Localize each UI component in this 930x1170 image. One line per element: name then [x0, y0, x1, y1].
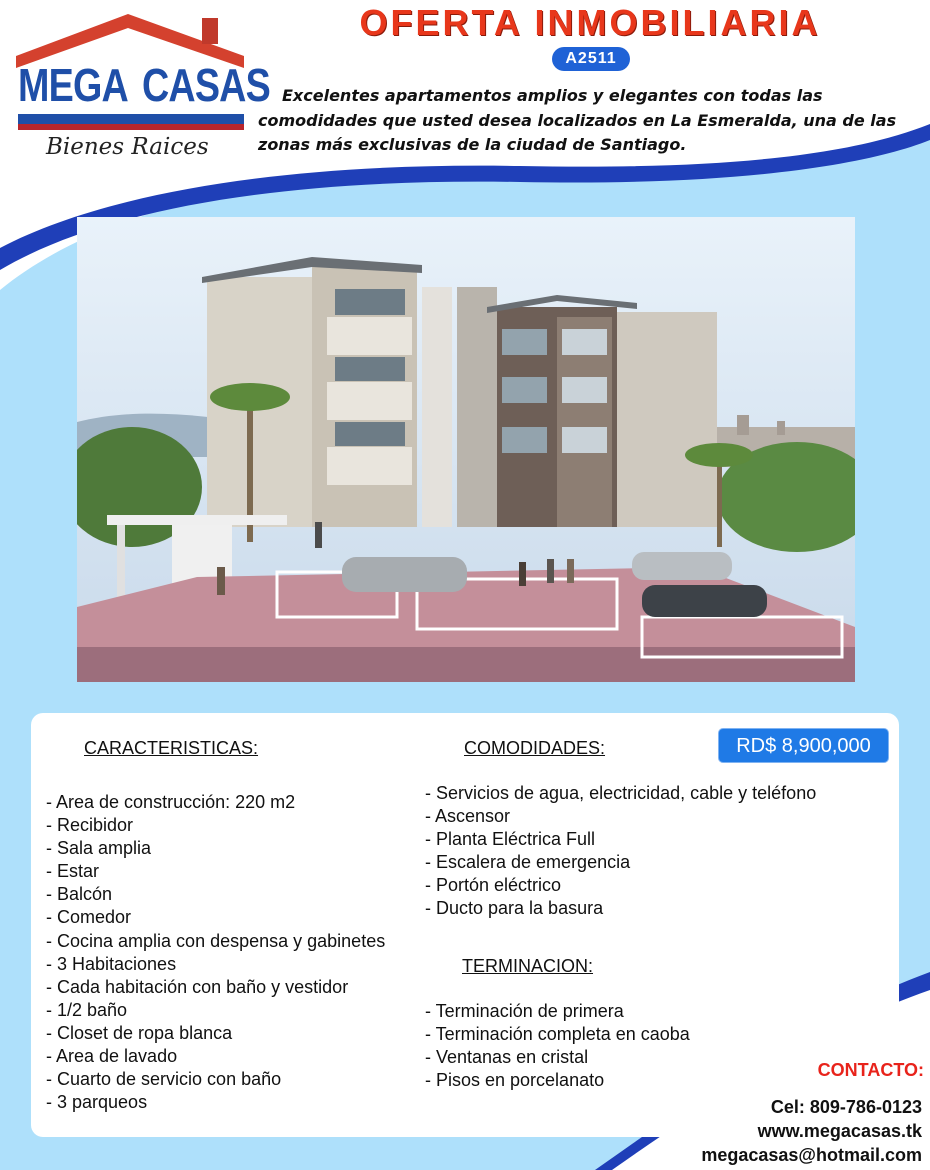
- caracteristicas-heading: CARACTERISTICAS:: [84, 738, 259, 758]
- caracteristicas-list: [46, 791, 385, 1114]
- caracteristicas-item: - Area de lavado: [46, 1046, 178, 1067]
- contact-phone: Cel: 809-786-0123: [770, 1097, 922, 1117]
- caracteristicas-item: - Balcón: [46, 884, 113, 905]
- contact-email-link[interactable]: megacasas@hotmail.com: [701, 1145, 922, 1165]
- caracteristicas-item: - Recibidor: [46, 815, 134, 836]
- caracteristicas-item: - 1/2 baño: [46, 999, 128, 1020]
- caracteristicas-item: - 3 parqueos: [46, 1092, 148, 1113]
- caracteristicas-item: - Closet de ropa blanca: [46, 1022, 233, 1043]
- comodidades-list: [425, 782, 816, 921]
- contact-heading: CONTACTO:: [817, 1060, 924, 1080]
- caracteristicas-item: - Sala amplia: [46, 838, 152, 859]
- comodidades-item: - Escalera de emergencia: [425, 852, 631, 873]
- terminacion-list: [425, 1000, 690, 1092]
- caracteristicas-item: - Comedor: [46, 907, 132, 928]
- terminacion-item: - Terminación completa en caoba: [425, 1024, 690, 1045]
- terminacion-item: - Pisos en porcelanato: [425, 1070, 605, 1091]
- caracteristicas-item: - Cocina amplia con despensa y gabinetes: [46, 930, 386, 951]
- logo-tagline: Bienes Raices: [46, 134, 209, 160]
- caracteristicas-item: - Cuarto de servicio con baño: [46, 1069, 282, 1090]
- megacasas-logo: [12, 10, 270, 170]
- comodidades-item: - Servicios de agua, electricidad, cable y teléfono: [425, 783, 817, 803]
- price-badge: RD$ 8,900,000: [718, 728, 889, 763]
- logo-text-mega: MEGA: [18, 59, 128, 111]
- caracteristicas-item: - 3 Habitaciones: [46, 953, 177, 974]
- building-illustration: [77, 217, 855, 682]
- page-title: OFERTA INMOBILIARIA: [359, 2, 821, 43]
- property-code-badge: A2511: [552, 47, 630, 71]
- building-render-image: [77, 217, 855, 682]
- comodidades-heading: COMODIDADES:: [464, 738, 606, 758]
- caracteristicas-item: - Area de construcción: 220 m2: [46, 792, 296, 812]
- terminacion-item: - Terminación de primera: [425, 1001, 624, 1021]
- caracteristicas-item: - Cada habitación con baño y vestidor: [46, 976, 349, 997]
- comodidades-item: - Portón eléctrico: [425, 875, 562, 896]
- logo-text-casas: CASAS: [142, 59, 270, 111]
- contact-website-link[interactable]: www.megacasas.tk: [757, 1121, 922, 1141]
- terminacion-heading: TERMINACION:: [462, 956, 594, 976]
- terminacion-item: - Ventanas en cristal: [425, 1047, 589, 1068]
- comodidades-item: - Planta Eléctrica Full: [425, 829, 596, 850]
- comodidades-item: - Ascensor: [425, 806, 511, 827]
- caracteristicas-item: - Estar: [46, 861, 100, 882]
- comodidades-item: - Ducto para la basura: [425, 898, 604, 919]
- intro-paragraph: Excelentes apartamentos amplios y elegantes con todas las comodidades que usted desea localizados en La Esmeralda, una de las zonas más exclusivas de la ciudad de Santiago.: [258, 86, 897, 154]
